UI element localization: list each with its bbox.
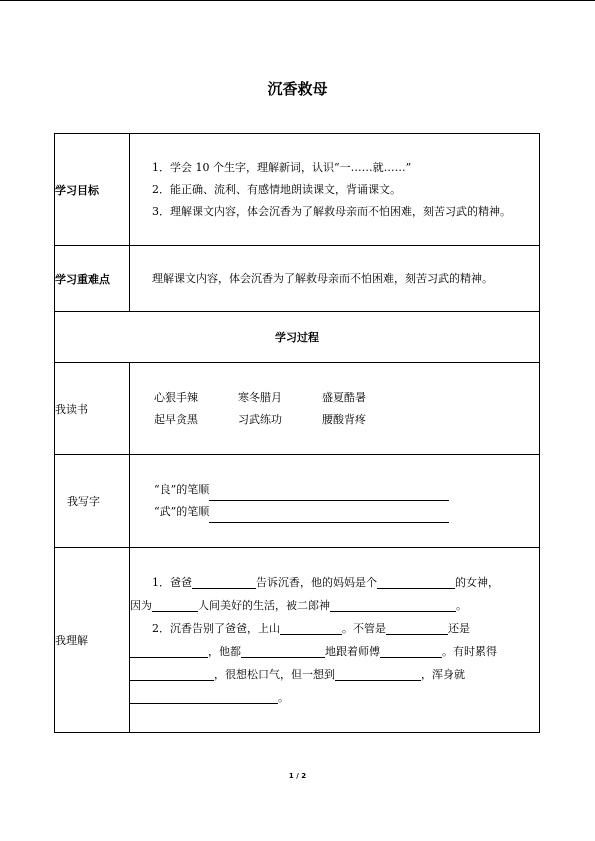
writing-content [130, 455, 540, 548]
objectives-row [55, 134, 540, 246]
stroke-order-blank[interactable] [209, 508, 449, 523]
key-points-text: 理解课文内容，体会沉香为了解救母亲而不怕困难，刻苦习武的精神。 [152, 271, 493, 285]
fill-blank[interactable] [130, 689, 278, 704]
writing-row [55, 455, 540, 548]
understanding-paragraph-1: 1．爸爸 告诉沉香，他的妈妈是个 的女神， [152, 576, 499, 589]
understanding-label: 我理解 [55, 548, 130, 733]
lesson-table [54, 133, 540, 733]
page-title: 沉香救母 [267, 80, 328, 98]
fill-blank[interactable] [330, 597, 456, 612]
fill-blank[interactable] [386, 620, 448, 635]
reading-label: 我读书 [55, 363, 130, 455]
fill-blank[interactable] [130, 643, 208, 658]
stroke-order-row [130, 479, 539, 501]
word-row [154, 387, 539, 409]
word: 腰酸背疼 [322, 412, 366, 426]
stroke-order-label: “武”的笔顺 [154, 505, 210, 518]
word-row [154, 409, 539, 431]
word: 心狠手辣 [154, 390, 198, 404]
stroke-order-row [130, 501, 539, 523]
fill-blank[interactable] [380, 643, 442, 658]
reading-content [130, 363, 540, 455]
objective-item: 3．理解课文内容，体会沉香为了解救母亲而不怕困难，刻苦习武的精神。 [152, 204, 511, 218]
fill-blank[interactable] [377, 574, 455, 589]
understanding-paragraph-1-cont: 因为 人间美好的生活，被二郎神 。 [130, 599, 467, 612]
word: 习武练功 [238, 412, 282, 426]
key-points-content [130, 246, 540, 312]
process-header: 学习过程 [55, 312, 540, 363]
understanding-row [55, 548, 540, 733]
fill-blank[interactable] [335, 666, 421, 681]
fill-blank[interactable] [241, 643, 325, 658]
understanding-content [130, 548, 540, 733]
fill-blank[interactable] [152, 597, 198, 612]
objectives-label: 学习目标 [55, 134, 130, 246]
word: 寒冬腊月 [238, 390, 282, 404]
understanding-paragraph-2-cont: 。 [130, 686, 539, 709]
key-points-row [55, 246, 540, 312]
objective-item: 2．能正确、流利、有感情地朗读课文，背诵课文。 [152, 182, 401, 196]
stroke-order-label: “良”的笔顺 [154, 483, 210, 496]
fill-blank[interactable] [280, 620, 342, 635]
understanding-paragraph-2-cont: ，他都 地跟着师傅 。有时累得 [130, 640, 539, 663]
process-header-row [55, 312, 540, 363]
page-number: 1 / 2 [288, 772, 307, 780]
word: 盛夏酷暑 [322, 390, 366, 404]
understanding-paragraph-2: 2．沉香告别了爸爸，上山 。不管是 还是 [152, 622, 470, 635]
word: 起早贪黑 [154, 412, 198, 426]
header-rule [0, 0, 595, 1]
understanding-paragraph-2-cont: ，很想松口气，但一想到 ，浑身就 [130, 663, 539, 686]
fill-blank[interactable] [130, 666, 214, 681]
objectives-content [130, 134, 540, 246]
reading-row [55, 363, 540, 455]
writing-label: 我写字 [55, 455, 130, 548]
fill-blank[interactable] [192, 574, 256, 589]
key-points-label: 学习重难点 [55, 246, 130, 312]
stroke-order-blank[interactable] [209, 486, 449, 501]
objective-item: 1．学会 10 个生字，理解新词，认识“一……就……” [152, 160, 412, 174]
